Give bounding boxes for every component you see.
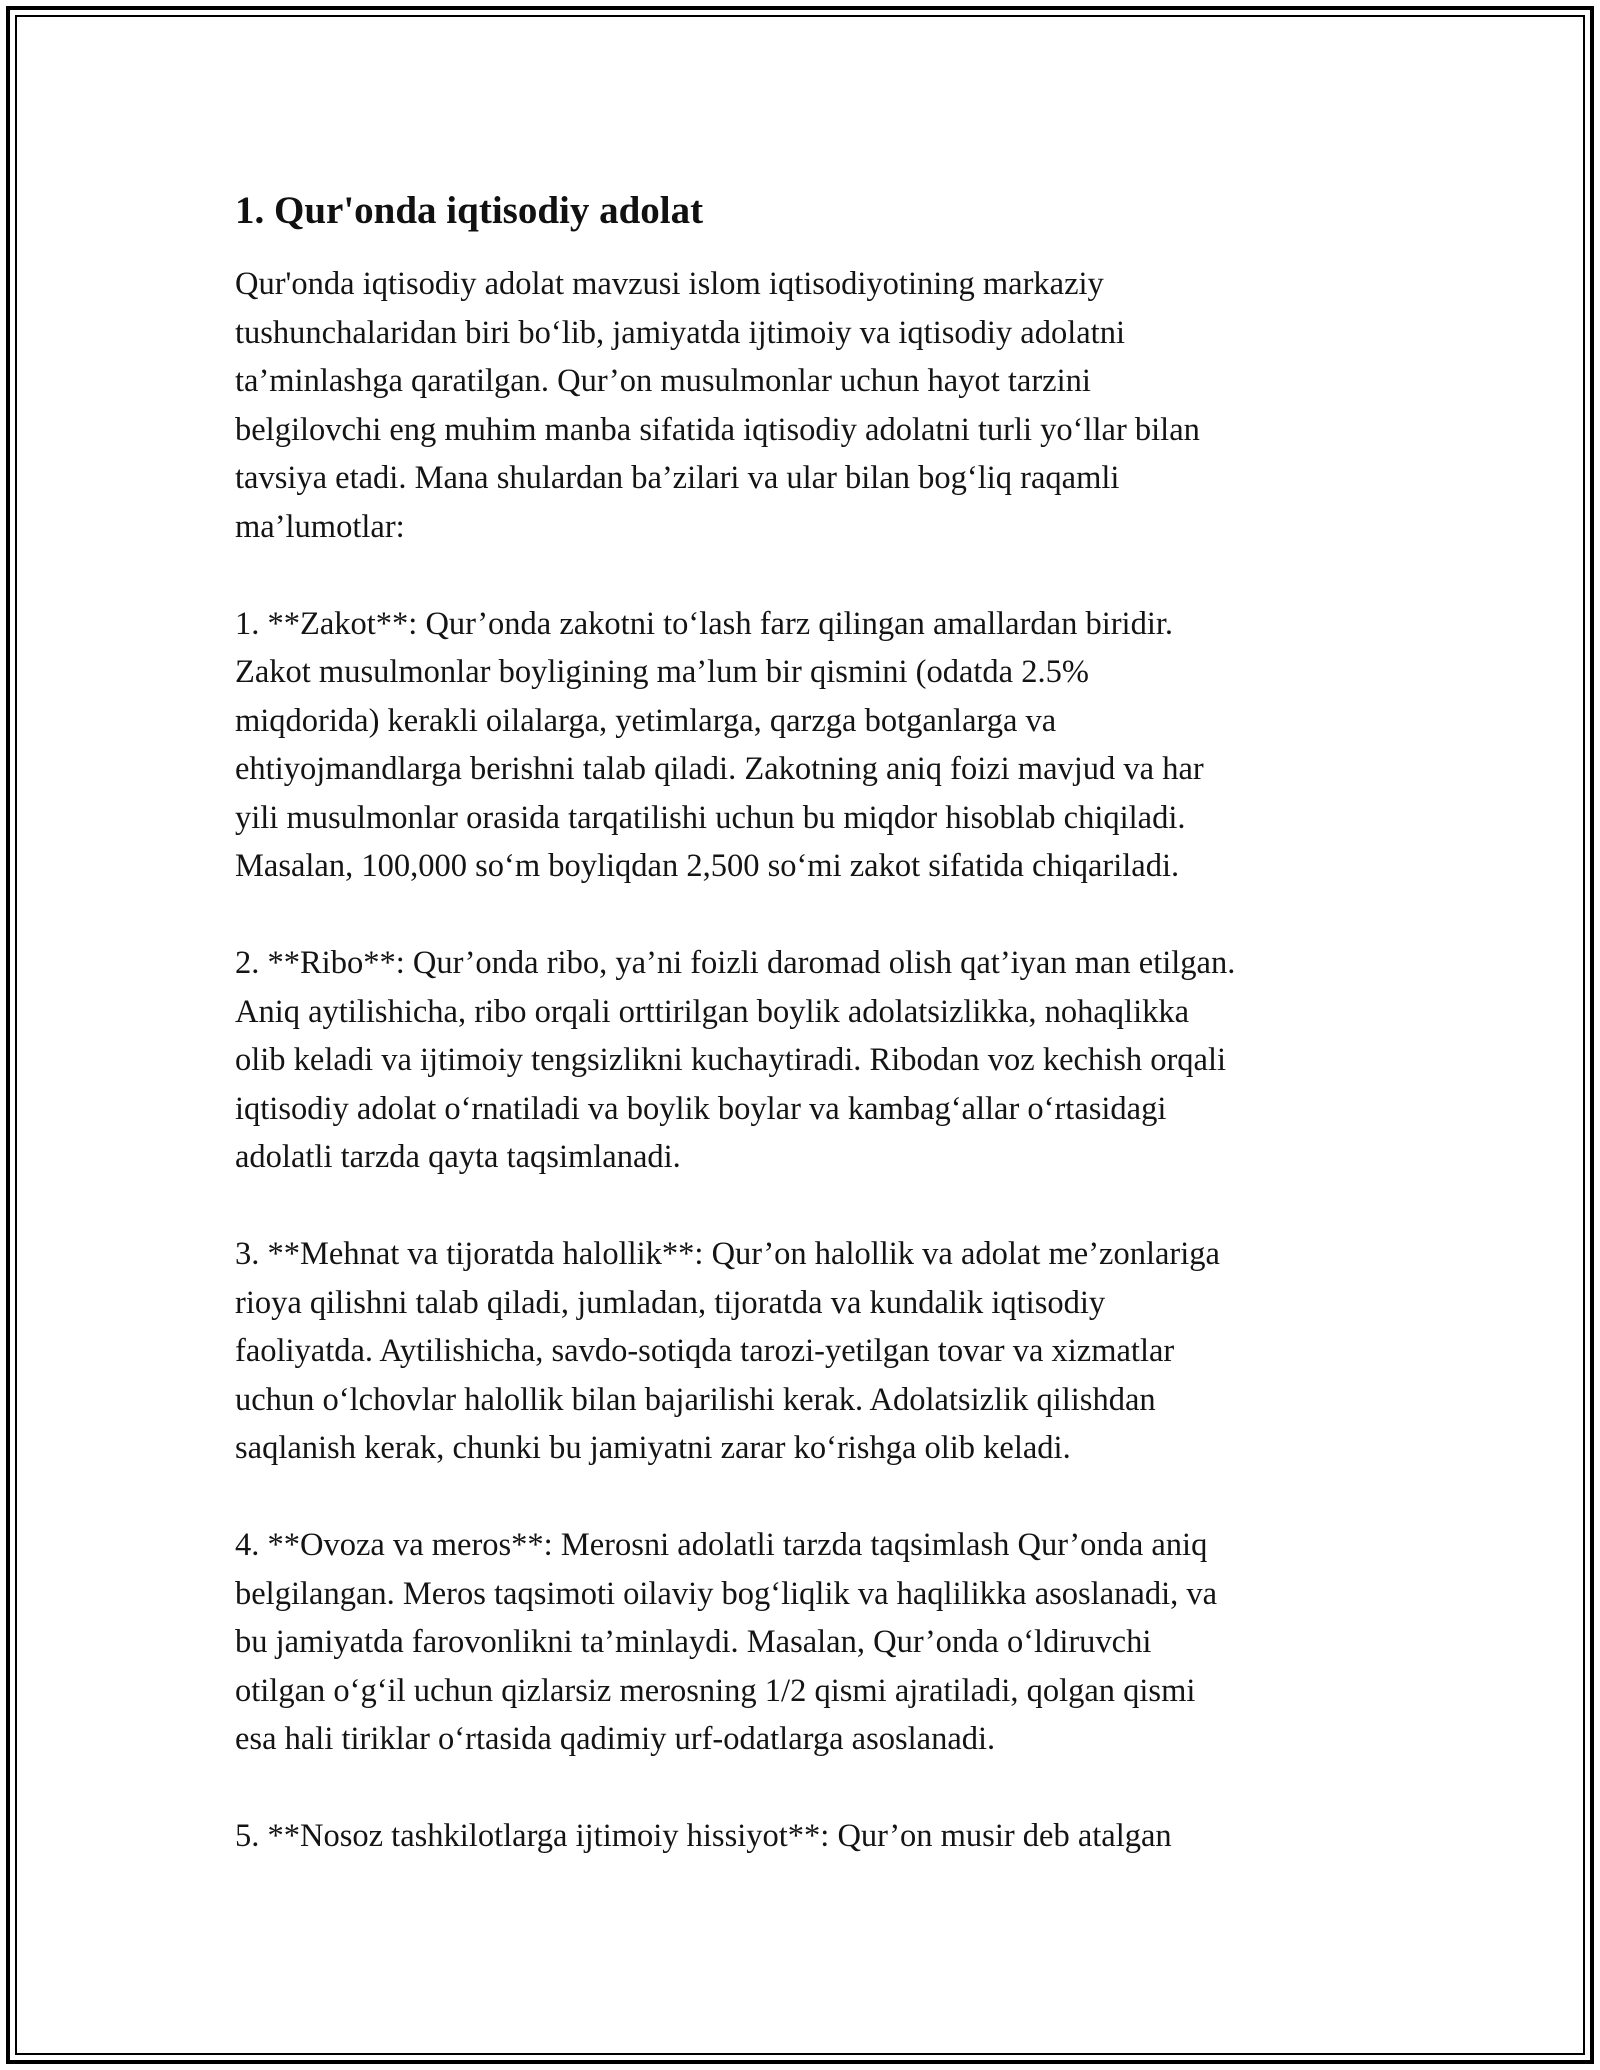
text-line: ma’lumotlar: [235, 508, 405, 545]
text-line: belgilangan. Meros taqsimoti oilaviy bog‘liqlik va haqlilikka asoslanadi, va [235, 1575, 1218, 1612]
text-line: Masalan, 100,000 so‘m boyliqdan 2,500 so‘mi zakot sifatida chiqariladi. [235, 848, 1180, 884]
text-line: miqdorida) kerakli oilalarga, yetimlarga, qarzga botganlarga va [235, 702, 1057, 739]
text-line: ta’minlashga qaratilgan. Qur’on musulmonlar uchun hayot tarzini [235, 363, 1091, 399]
text-line: belgilovchi eng muhim manba sifatida iqtisodiy adolatni turli yo‘llar bilan [235, 411, 1200, 448]
text-line: iqtisodiy adolat o‘rnatiladi va boylik boylar va kambag‘allar o‘rtasidagi [235, 1090, 1167, 1127]
document-body [235, 186, 1385, 1909]
text-line: adolatli tarzda qayta taqsimlanadi. [235, 1139, 681, 1175]
text-line: 2. **Ribo**: Qur’onda ribo, ya’ni foizli daromad olish qat’iyan man etilgan. [235, 945, 1236, 981]
text-line: bu jamiyatda farovonlikni ta’minlaydi. Masalan, Qur’onda o‘ldiruvchi [235, 1624, 1152, 1660]
text-line: tushunchalaridan biri bo‘lib, jamiyatda ijtimoiy va iqtisodiy adolatni [235, 314, 1125, 351]
nosoz-paragraph [235, 1812, 1385, 1861]
text-line: 4. **Ovoza va meros**: Merosni adolatli tarzda taqsimlash Qur’onda aniq [235, 1527, 1208, 1563]
mehnat-paragraph [235, 1230, 1385, 1473]
meros-paragraph [235, 1521, 1385, 1764]
text-line: saqlanish kerak, chunki bu jamiyatni zarar ko‘rishga olib keladi. [235, 1430, 1071, 1466]
text-line: esa hali tiriklar o‘rtasida qadimiy urf-odatlarga asoslanadi. [235, 1721, 996, 1757]
text-line: otilgan o‘g‘il uchun qizlarsiz merosning 1/2 qismi ajratiladi, qolgan qismi [235, 1672, 1196, 1709]
intro-paragraph [235, 260, 1385, 551]
document-title: 1. Qur'onda iqtisodiy adolat [235, 189, 704, 232]
text-line: Qur'onda iqtisodiy adolat mavzusi islom iqtisodiyotining markaziy [235, 266, 1104, 302]
text-line: rioya qilishni talab qiladi, jumladan, tijoratda va kundalik iqtisodiy [235, 1284, 1106, 1321]
text-line: uchun o‘lchovlar halollik bilan bajarilishi kerak. Adolatsizlik qilishdan [235, 1381, 1156, 1418]
text-line: faoliyatda. Aytilishicha, savdo-sotiqda tarozi-yetilgan tovar va xizmatlar [235, 1333, 1175, 1369]
text-line: tavsiya etadi. Mana shulardan ba’zilari va ular bilan bog‘liq raqamli [235, 460, 1120, 496]
text-line: ehtiyojmandlarga berishni talab qiladi. Zakotning aniq foizi mavjud va har [235, 751, 1204, 787]
zakot-paragraph [235, 600, 1385, 891]
text-line: Zakot musulmonlar boyligining ma’lum bir qismini (odatda 2.5% [235, 654, 1089, 690]
text-line: 5. **Nosoz tashkilotlarga ijtimoiy hissiyot**: Qur’on musir deb atalgan [235, 1818, 1172, 1854]
text-line: yili musulmonlar orasida tarqatilishi uchun bu miqdor hisoblab chiqiladi. [235, 799, 1186, 836]
text-line: olib keladi va ijtimoiy tengsizlikni kuchaytiradi. Ribodan voz kechish orqali [235, 1042, 1227, 1078]
text-line: 3. **Mehnat va tijoratda halollik**: Qur’on halollik va adolat me’zonlariga [235, 1236, 1220, 1272]
text-line: Aniq aytilishicha, ribo orqali orttirilgan boylik adolatsizlikka, nohaqlikka [235, 993, 1190, 1030]
ribo-paragraph [235, 939, 1385, 1182]
text-line: 1. **Zakot**: Qur’onda zakotni to‘lash farz qilingan amallardan biridir. [235, 605, 1174, 642]
